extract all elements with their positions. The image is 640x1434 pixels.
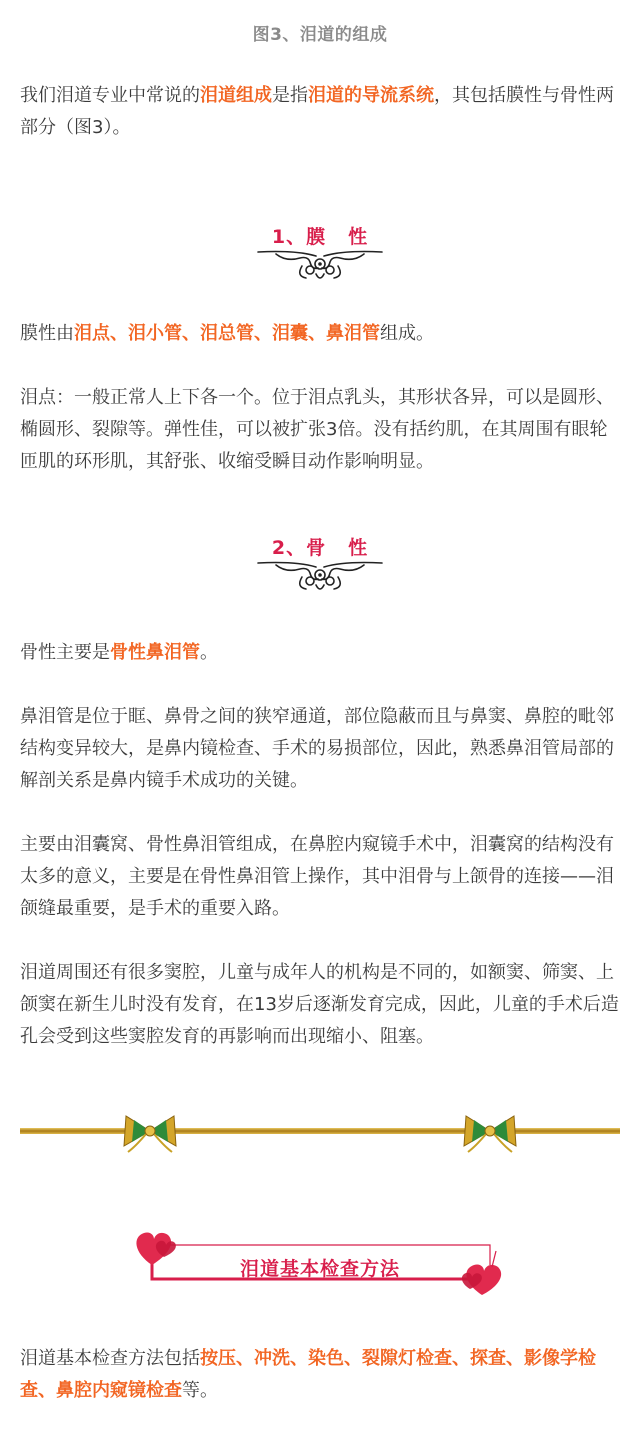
section-title-bony	[0, 533, 640, 560]
section2-number: 2、	[271, 537, 307, 559]
membrane-paragraph	[20, 318, 622, 350]
bony-paragraph	[20, 637, 622, 669]
membrane-text-1: 膜性由	[20, 323, 74, 344]
section1-char-a: 膜	[306, 226, 327, 248]
section-title-membrane	[0, 222, 640, 249]
bow-ribbon-divider	[20, 1108, 620, 1154]
fossa-paragraph: 主要由泪囊窝、骨性鼻泪管组成，在鼻腔内窥镜手术中，泪囊窝的结构没有太多的意义，主要是在骨性鼻泪管上操作，其中泪骨与上颌骨的连接——泪颌缝最重要，是手术的重要入路。	[20, 834, 614, 919]
intro-highlight-2: 泪道的导流系统	[308, 85, 434, 106]
punctum-paragraph: 泪点：一般正常人上下各一个。位于泪点乳头，其形状各异，可以是圆形、椭圆形、裂隙等。弹性佳，可以被扩张3倍。没有括约肌，在其周围有眼轮匝肌的环形肌，其舒张、收缩受瞬目动作影响明显。	[20, 387, 614, 472]
intro-paragraph	[20, 80, 622, 144]
intro-text-1: 我们泪道专业中常说的	[20, 85, 200, 106]
intro-text-2: 是指	[272, 85, 308, 106]
membrane-highlight: 泪点、泪小管、泪总管、泪囊、鼻泪管	[74, 323, 380, 344]
bow-ribbon-icon	[464, 1116, 516, 1152]
membrane-text-2: 组成。	[380, 323, 434, 344]
exam-highlight: 按压、冲洗、染色、裂隙灯检查、探查、影像学检查、鼻腔内窥镜检查	[20, 1348, 596, 1401]
section2-char-b: 性	[348, 537, 369, 559]
section2-char-a: 骨	[306, 537, 327, 559]
section1-number: 1、	[271, 226, 307, 248]
figure-caption: 图3、泪道的组成	[252, 25, 388, 45]
bow-ribbon-icon	[124, 1116, 176, 1152]
intro-highlight-1: 泪道组成	[200, 85, 272, 106]
bony-highlight: 骨性鼻泪管	[110, 642, 200, 663]
sinus-paragraph: 泪道周围还有很多窦腔，儿童与成年人的机构是不同的，如额窦、筛窦、上颌窦在新生儿时没有发育，在13岁后逐渐发育完成，因此，儿童的手术后造孔会受到这些窦腔发育的再影响而出现缩小、阻塞。	[20, 962, 619, 1047]
intro-text-3: ，其包括膜性与骨性两部分（图3）。	[20, 85, 614, 138]
scroll-ornament-icon	[256, 246, 384, 286]
duct-paragraph: 鼻泪管是位于眶、鼻骨之间的狭窄通道，部位隐蔽而且与鼻窦、鼻腔的毗邻结构变异较大，是鼻内镜检查、手术的易损部位，因此，熟悉鼻泪管局部的解剖关系是鼻内镜手术成功的关键。	[20, 706, 614, 791]
bony-text-2: 。	[200, 642, 218, 663]
exam-paragraph	[20, 1343, 622, 1407]
bony-text-1: 骨性主要是	[20, 642, 110, 663]
exam-text-1: 泪道基本检查方法包括	[20, 1348, 200, 1369]
banner-title: 泪道基本检查方法	[239, 1258, 400, 1280]
section1-char-b: 性	[348, 226, 369, 248]
exam-text-2: 等。	[182, 1380, 218, 1401]
scroll-ornament-icon	[256, 557, 384, 597]
